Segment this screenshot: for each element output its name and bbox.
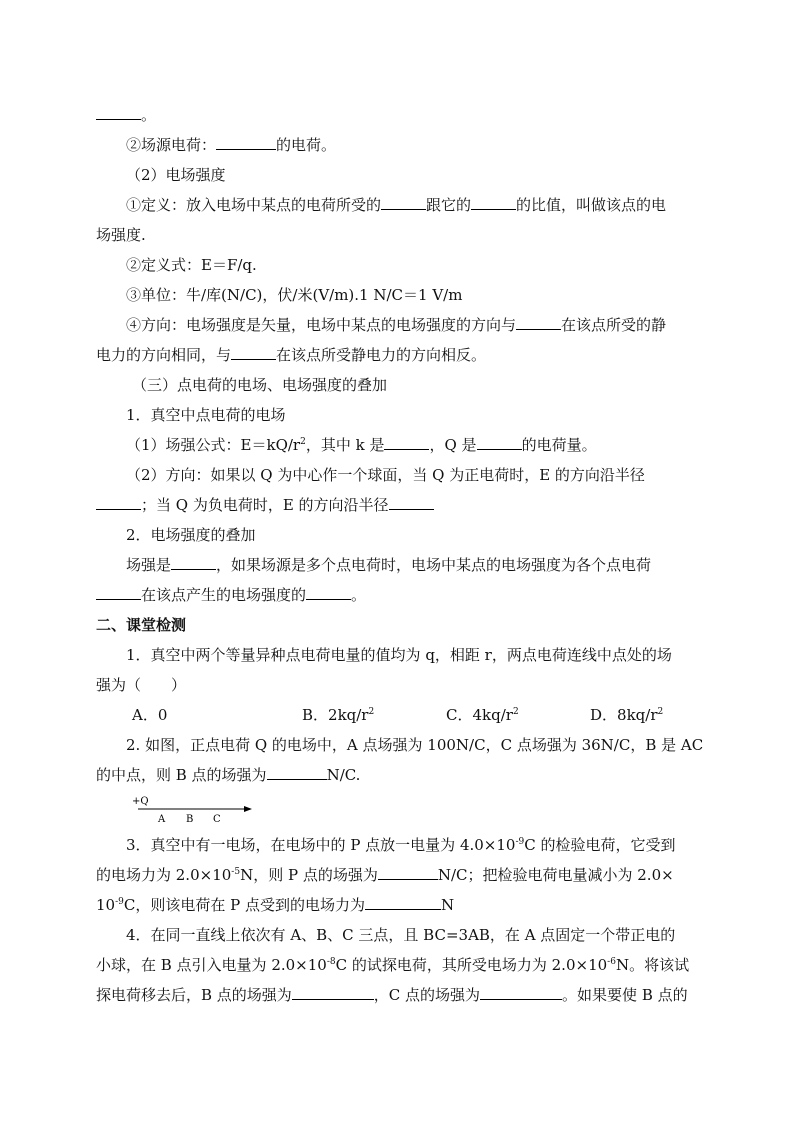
- answer-blank[interactable]: [171, 551, 216, 570]
- option-b[interactable]: B．$2kq/r^2$: [302, 706, 375, 724]
- text-line: （2）方向：如果以 Q 为中心作一个球面，当 Q 为正电荷时，E 的方向沿半径: [126, 466, 645, 484]
- text-line: ②场源电荷： 的电荷。: [96, 130, 700, 160]
- answer-options: [96, 700, 700, 730]
- answer-blank[interactable]: [480, 981, 562, 1000]
- question-4: 4．在同一直线上依次有 A、B、C 三点，且 BC=3AB，在 A 点固定一个带正电的: [126, 926, 676, 944]
- text-line: （1）场强公式：$E=kQ/r^2$，其中 k 是 ，Q 是 的电荷量。: [96, 430, 700, 460]
- point-b-label: B: [186, 814, 194, 825]
- answer-blank[interactable]: [292, 981, 374, 1000]
- text-line: 在该点产生的电场强度的 。: [96, 580, 700, 610]
- text-line: ③单位：牛/库(N/C)，伏/米(V/m).1 N/C＝1 V/m: [126, 286, 463, 304]
- answer-blank[interactable]: [365, 891, 441, 910]
- subheading: （三）点电荷的电场、电场强度的叠加: [132, 376, 388, 394]
- option-c[interactable]: C．$4kq/r^2$: [446, 706, 519, 724]
- text-line: ④方向：电场强度是矢量，电场中某点的电场强度的方向与 在该点所受的静: [96, 310, 700, 340]
- answer-blank[interactable]: [96, 491, 141, 510]
- section-heading: 二、课堂检测: [96, 616, 187, 634]
- answer-blank[interactable]: [267, 761, 327, 780]
- question-2: 2. 如图，正点电荷 Q 的电场中，A 点场强为 100N/C，C 点场强为 36N/C，B 是 AC: [126, 736, 704, 754]
- text-line: ①定义：放入电场中某点的电荷所受的 跟它的 的比值，叫做该点的电: [96, 190, 700, 220]
- answer-blank[interactable]: [216, 131, 276, 150]
- answer-blank[interactable]: [96, 101, 141, 120]
- question-3-cont: 的电场力为 $2.0\times 10^{-5}N$，则 P 点的场强为 N/C；把检验电荷电量减小为 2.0×: [96, 860, 700, 890]
- question-3: 3．真空中有一电场，在电场中的 P 点放一电量为 $4.0\times 10^{-9}C$ 的检验电荷，它受到: [126, 836, 676, 854]
- option-d[interactable]: D．$8kq/r^2$: [590, 706, 664, 724]
- subheading: 1．真空中点电荷的电场: [126, 406, 286, 424]
- answer-blank[interactable]: [389, 491, 434, 510]
- point-c-label: C: [213, 814, 221, 825]
- text-line: ；当 Q 为负电荷时，E 的方向沿半径: [96, 490, 700, 520]
- subheading: （2）电场强度: [126, 166, 226, 184]
- point-charge-diagram: [132, 794, 262, 826]
- answer-blank[interactable]: [378, 861, 438, 880]
- answer-blank[interactable]: [96, 581, 141, 600]
- document-page: [96, 100, 704, 1010]
- subheading: 2．电场强度的叠加: [126, 526, 256, 544]
- text-line: 场强是 ，如果场源是多个点电荷时，电场中某点的电场强度为各个点电荷: [96, 550, 700, 580]
- answer-blank[interactable]: [516, 311, 561, 330]
- question-4-cont: 探电荷移去后，B 点的场强为 ，C 点的场强为 。如果要使 B 点的: [96, 980, 700, 1010]
- answer-blank[interactable]: [306, 581, 351, 600]
- option-a[interactable]: A．0: [132, 706, 168, 724]
- charge-label: +Q: [132, 796, 149, 807]
- arrow-head: [244, 806, 252, 812]
- question-3-cont: $10^{-9}C$，则该电荷在 P 点受到的电场力为 N: [96, 890, 700, 920]
- answer-blank[interactable]: [477, 431, 522, 450]
- text-line: ②定义式：E＝F/q.: [126, 256, 257, 274]
- question-1-cont: 强为（ ）: [96, 676, 187, 694]
- answer-blank[interactable]: [384, 431, 429, 450]
- question-4-cont: 小球，在 B 点引入电量为 $2.0\times 10^{-8}C$ 的试探电荷，其所受电场力为 $2.0\times 10^{-6}N$。将该试: [96, 956, 690, 974]
- answer-blank[interactable]: [381, 191, 426, 210]
- text-line: 电力的方向相同，与 在该点所受静电力的方向相反。: [96, 340, 700, 370]
- text-line: 。: [96, 100, 700, 130]
- question-1: 1．真空中两个等量异种点电荷电量的值均为 q，相距 r，两点电荷连线中点处的场: [126, 646, 672, 664]
- point-a-label: A: [158, 814, 166, 825]
- field-line-figure: [96, 790, 700, 830]
- text-line: 场强度.: [96, 226, 146, 244]
- question-2-cont: 的中点，则 B 点的场强为 N/C.: [96, 760, 700, 790]
- answer-blank[interactable]: [471, 191, 516, 210]
- answer-blank[interactable]: [231, 341, 276, 360]
